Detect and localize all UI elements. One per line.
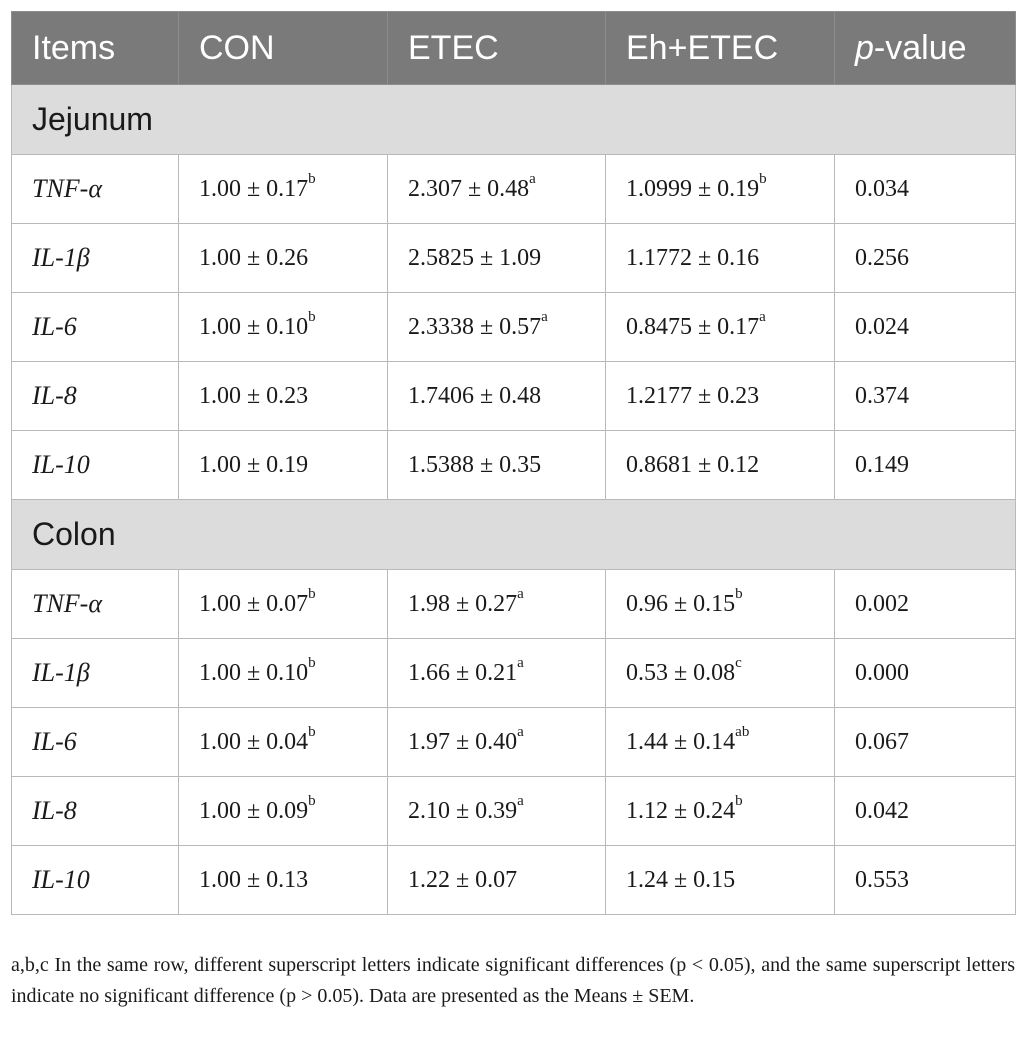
significance-superscript: a [759,308,766,325]
eh-etec-cell [606,431,835,500]
item-cell: IL-1β [12,639,179,708]
significance-superscript: a [517,654,524,671]
cell-value: 0.96 ± 0.15 [626,590,736,617]
item-cell: IL-10 [12,431,179,500]
cell-value: 1.44 ± 0.14 [626,728,736,755]
table-row [12,155,1016,224]
con-cell [179,846,388,915]
significance-superscript: b [735,585,743,602]
cell-value: 1.24 ± 0.15 [626,866,736,893]
p-value-cell: 0.002 [835,570,1016,639]
significance-superscript: b [308,792,316,809]
table-row [12,362,1016,431]
eh-etec-cell [606,155,835,224]
table-row [12,846,1016,915]
p-value-cell: 0.042 [835,777,1016,846]
cell-value: 1.22 ± 0.07 [408,866,518,893]
significance-superscript: b [308,585,316,602]
cell-value: 1.98 ± 0.27 [408,590,518,617]
cell-value: 1.00 ± 0.10 [199,659,309,686]
item-cell: IL-10 [12,846,179,915]
significance-superscript: a [517,723,524,740]
header-p-value-italic-p: p [855,28,874,67]
con-cell [179,155,388,224]
item-cell: TNF-α [12,570,179,639]
con-cell [179,708,388,777]
p-value-cell: 0.553 [835,846,1016,915]
cell-value: 1.2177 ± 0.23 [626,382,760,409]
table-row [12,639,1016,708]
header-etec: ETEC [388,12,606,85]
cell-value: 2.5825 ± 1.09 [408,244,542,271]
significance-superscript: b [308,723,316,740]
con-cell [179,224,388,293]
significance-superscript: b [308,654,316,671]
section-row [12,500,1016,570]
significance-superscript: b [735,792,743,809]
header-con: CON [179,12,388,85]
p-value-cell: 0.149 [835,431,1016,500]
cell-value: 1.00 ± 0.04 [199,728,309,755]
p-value-cell: 0.000 [835,639,1016,708]
item-cell: IL-1β [12,224,179,293]
cell-value: 1.00 ± 0.26 [199,244,309,271]
significance-superscript: ab [735,723,750,740]
con-cell [179,431,388,500]
section-row [12,85,1016,155]
cell-value: 1.00 ± 0.07 [199,590,309,617]
table-header-row [12,12,1016,85]
table-body [12,85,1016,915]
cell-value: 1.66 ± 0.21 [408,659,518,686]
cell-value: 0.8475 ± 0.17 [626,313,760,340]
significance-superscript: b [308,170,316,187]
cell-value: 1.7406 ± 0.48 [408,382,542,409]
con-cell [179,570,388,639]
etec-cell [388,777,606,846]
cell-value: 2.3338 ± 0.57 [408,313,542,340]
eh-etec-cell [606,224,835,293]
etec-cell [388,708,606,777]
results-table-container [11,11,1015,915]
item-cell: TNF-α [12,155,179,224]
cell-value: 1.00 ± 0.17 [199,175,309,202]
section-title: Jejunum [12,85,1016,155]
eh-etec-cell [606,570,835,639]
significance-superscript: b [308,308,316,325]
cell-value: 1.00 ± 0.09 [199,797,309,824]
eh-etec-cell [606,708,835,777]
cell-value: 1.12 ± 0.24 [626,797,736,824]
table-row [12,777,1016,846]
con-cell [179,362,388,431]
significance-superscript: a [517,585,524,602]
results-table [11,11,1016,915]
etec-cell [388,362,606,431]
con-cell [179,293,388,362]
significance-superscript: b [759,170,767,187]
cell-value: 1.00 ± 0.13 [199,866,309,893]
header-p-value-suffix: -value [873,28,967,67]
table-row [12,431,1016,500]
cell-value: 1.00 ± 0.19 [199,451,309,478]
header-eh-etec: Eh+ETEC [606,12,835,85]
significance-superscript: c [735,654,742,671]
table-row [12,293,1016,362]
significance-superscript: a [517,792,524,809]
p-value-cell: 0.024 [835,293,1016,362]
table-row [12,224,1016,293]
section-title: Colon [12,500,1016,570]
p-value-cell: 0.034 [835,155,1016,224]
eh-etec-cell [606,293,835,362]
cell-value: 2.10 ± 0.39 [408,797,518,824]
significance-superscript: a [529,170,536,187]
etec-cell [388,570,606,639]
table-row [12,708,1016,777]
con-cell [179,777,388,846]
eh-etec-cell [606,639,835,708]
significance-superscript: a [541,308,548,325]
cell-value: 2.307 ± 0.48 [408,175,530,202]
cell-value: 1.97 ± 0.40 [408,728,518,755]
etec-cell [388,639,606,708]
cell-value: 0.53 ± 0.08 [626,659,736,686]
p-value-cell: 0.374 [835,362,1016,431]
item-cell: IL-6 [12,708,179,777]
cell-value: 1.5388 ± 0.35 [408,451,542,478]
eh-etec-cell [606,362,835,431]
etec-cell [388,293,606,362]
table-footnote: a,b,c In the same row, different superscript letters indicate significant differences (p < 0.05), and the same superscript letters indicate no significant difference (p > 0.05). Data are presented as the Means ± SEM. [11,954,1015,1007]
header-p-value [835,12,1016,85]
cell-value: 1.0999 ± 0.19 [626,175,760,202]
eh-etec-cell [606,846,835,915]
p-value-cell: 0.256 [835,224,1016,293]
cell-value: 0.8681 ± 0.12 [626,451,760,478]
etec-cell [388,431,606,500]
table-row [12,570,1016,639]
eh-etec-cell [606,777,835,846]
cell-value: 1.1772 ± 0.16 [626,244,760,271]
header-items: Items [12,12,179,85]
con-cell [179,639,388,708]
etec-cell [388,846,606,915]
cell-value: 1.00 ± 0.23 [199,382,309,409]
item-cell: IL-8 [12,777,179,846]
etec-cell [388,224,606,293]
p-value-cell: 0.067 [835,708,1016,777]
cell-value: 1.00 ± 0.10 [199,313,309,340]
etec-cell [388,155,606,224]
item-cell: IL-8 [12,362,179,431]
item-cell: IL-6 [12,293,179,362]
